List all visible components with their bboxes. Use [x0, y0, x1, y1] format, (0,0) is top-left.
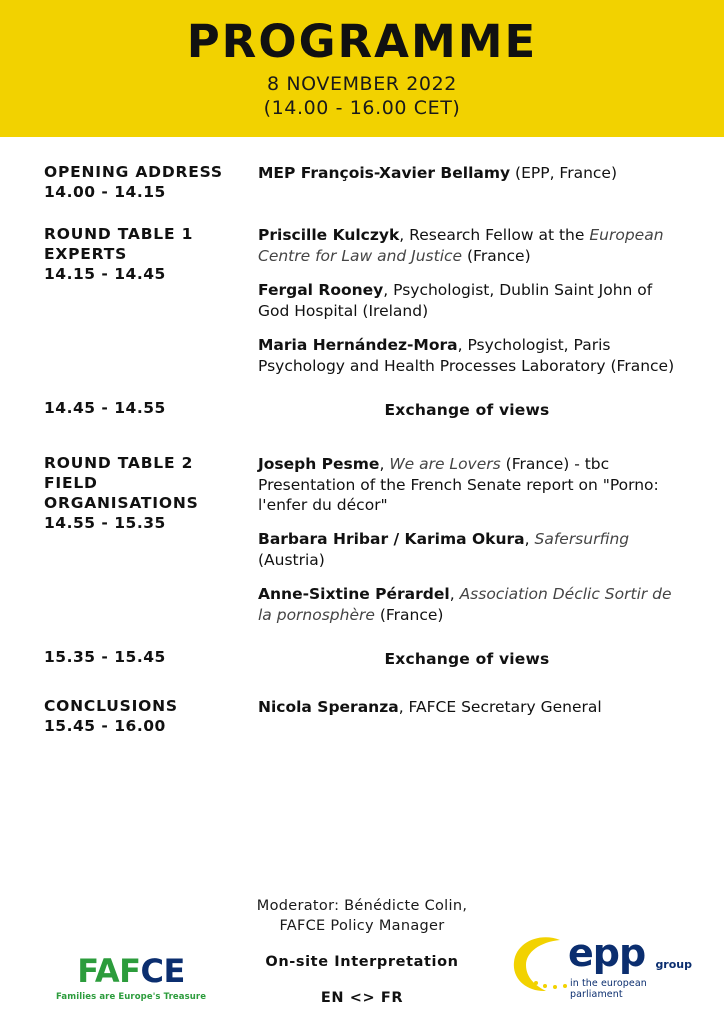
opening-time: 14.00 - 14.15: [44, 182, 166, 201]
exchange-2-slot: [44, 648, 254, 668]
epp-subtitle: in the european parliament: [570, 978, 647, 1000]
round-table-2-label-line2: FIELD: [44, 473, 98, 492]
round-table-2-speakers: [254, 454, 676, 625]
list-item: [258, 454, 676, 515]
opening-label: OPENING ADDRESS: [44, 162, 223, 181]
list-item: [258, 584, 676, 625]
exchange-2-time: 15.35 - 15.45: [44, 648, 166, 667]
speaker-detail: ,: [379, 455, 390, 474]
round-table-1-slot: [44, 225, 254, 284]
speaker-name: Maria Hernández-Mora: [258, 336, 458, 355]
epp-stars-swoosh-icon: [510, 934, 572, 994]
round-table-1-speakers: [254, 225, 676, 376]
speaker-detail: ,: [449, 585, 460, 604]
event-time: (14.00 - 16.00 CET): [263, 97, 461, 119]
speaker-detail: , Research Fellow at the: [399, 226, 590, 245]
exchange-2-body: [254, 648, 676, 668]
speaker-affiliation: Association Déclic Sortir de la pornosphère: [258, 585, 672, 624]
programme-row-exchange-2: [44, 648, 676, 668]
header-banner: [0, 0, 724, 137]
speaker-detail: , FAFCE Secretary General: [398, 698, 602, 717]
speaker-name: Joseph Pesme: [258, 455, 380, 474]
conclusions-label: CONCLUSIONS: [44, 697, 178, 716]
speaker-affiliation: Safersurfing: [534, 530, 630, 549]
programme-row-round-table-2: [44, 454, 676, 625]
speaker-name: Barbara Hribar / Karima Okura: [258, 530, 525, 549]
interpretation-line-2: EN <> FR: [320, 990, 404, 1007]
list-item: [258, 163, 676, 183]
moderator-line-2: FAFCE Policy Manager: [279, 917, 445, 934]
programme-row-conclusions: [44, 697, 676, 737]
speaker-detail: (EPP, France): [510, 163, 618, 182]
speaker-detail: , Psychologist, Paris Psychology and Health Processes Laboratory (France): [258, 336, 675, 375]
list-item: [258, 335, 676, 376]
round-table-2-label-line3: ORGANISATIONS: [44, 493, 199, 512]
programme-row-opening: [44, 163, 676, 203]
programme-content: [0, 137, 724, 737]
speaker-country: (Austria): [258, 550, 325, 569]
exchange-1-time: 14.45 - 14.55: [44, 399, 166, 418]
opening-speakers: [254, 163, 676, 183]
epp-logo: [510, 932, 690, 998]
speaker-name: Priscille Kulczyk: [258, 226, 400, 245]
moderator-line-1: Moderator: Bénédicte Colin,: [256, 898, 468, 914]
speaker-name: MEP François-Xavier Bellamy: [258, 163, 511, 182]
speaker-affiliation: European Centre for Law and Justice: [258, 226, 664, 265]
round-table-2-label-line1: ROUND TABLE 2: [44, 454, 194, 473]
fafce-word-part2: CE: [140, 952, 185, 990]
round-table-1-label-line1: ROUND TABLE 1: [44, 225, 194, 244]
speaker-affiliation: We are Lovers: [389, 455, 501, 474]
speaker-country: (France): [374, 605, 444, 624]
epp-group-label: group: [655, 958, 692, 971]
speaker-detail: ,: [524, 530, 535, 549]
spacer: [44, 215, 676, 225]
programme-row-round-table-1: [44, 225, 676, 376]
page-title: PROGRAMME: [186, 15, 538, 68]
spacer: [44, 432, 676, 454]
speaker-detail: , Psychologist, Dublin Saint John of God Hospital (Ireland): [258, 281, 653, 320]
epp-word: epp: [568, 931, 646, 975]
fafce-logo: [56, 952, 207, 1002]
round-table-1-time: 14.15 - 14.45: [44, 265, 166, 284]
epp-wordmark: [568, 931, 646, 975]
speaker-name: Anne-Sixtine Pérardel: [258, 585, 450, 604]
speaker-name: Nicola Speranza: [258, 698, 399, 717]
list-item: [258, 529, 676, 570]
round-table-2-time: 14.55 - 15.35: [44, 513, 166, 532]
exchange-2-label: Exchange of views: [384, 650, 550, 669]
exchange-1-body: [254, 399, 676, 419]
exchange-1-slot: [44, 399, 254, 419]
conclusions-slot: [44, 697, 254, 737]
spacer: [44, 389, 676, 399]
conclusions-speakers: [254, 697, 676, 717]
event-date: 8 NOVEMBER 2022: [267, 73, 457, 96]
speaker-country: (France) - tbc Presentation of the French Senate report on "Porno: l'enfer du décor": [258, 455, 659, 515]
round-table-1-label-line2: EXPERTS: [44, 245, 128, 264]
exchange-1-label: Exchange of views: [384, 401, 550, 420]
list-item: [258, 225, 676, 266]
opening-slot: [44, 163, 254, 203]
speaker-name: Fergal Rooney: [258, 281, 384, 300]
list-item: [258, 697, 676, 717]
interpretation-line-1: On-site Interpretation: [265, 954, 459, 971]
spacer: [44, 638, 676, 648]
programme-row-exchange-1: [44, 399, 676, 419]
conclusions-time: 15.45 - 16.00: [44, 717, 166, 736]
fafce-wordmark: [56, 952, 206, 990]
fafce-word-part1: FAF: [77, 952, 141, 990]
footer: [0, 889, 724, 1024]
fafce-tagline: Families are Europe's Treasure: [56, 992, 207, 1002]
round-table-2-slot: [44, 454, 254, 533]
list-item: [258, 280, 676, 321]
spacer: [44, 681, 676, 697]
speaker-country: (France): [462, 246, 531, 265]
